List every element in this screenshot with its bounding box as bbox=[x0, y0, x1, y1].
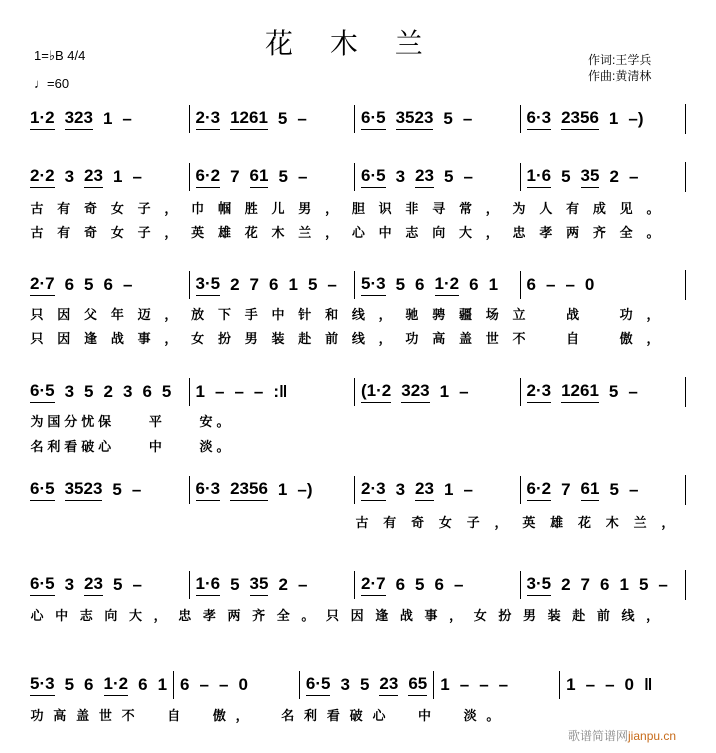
note-group: 6·2 bbox=[527, 479, 552, 501]
measure bbox=[30, 571, 189, 599]
note-group: 3523 bbox=[396, 108, 434, 130]
score-system bbox=[30, 475, 686, 505]
note-group: 6·5 bbox=[361, 108, 386, 130]
measure bbox=[189, 571, 355, 599]
measure bbox=[520, 571, 686, 599]
note-group: (1·2 bbox=[361, 381, 391, 403]
note-group: 323 bbox=[65, 108, 93, 130]
note-group: 5 bbox=[230, 575, 240, 594]
note-group: – bbox=[218, 675, 229, 694]
key-signature: 1=♭B 4/4 bbox=[34, 48, 86, 63]
note-group: 7 bbox=[249, 275, 260, 294]
note-group: 2 bbox=[561, 575, 571, 594]
note-group: ‖ bbox=[644, 675, 653, 694]
note-group: 2·3 bbox=[196, 108, 221, 130]
note-group: 1 bbox=[566, 675, 576, 694]
measure bbox=[189, 163, 355, 191]
note-group: 7 bbox=[230, 167, 240, 186]
note-group: – bbox=[297, 575, 308, 594]
lyric-line: 古 有 奇 女 子 ， 巾 帼 胜 儿 男 ， 胆 识 非 寻 常 ， 为 人 有 成 见 。 bbox=[30, 201, 660, 216]
note-group: 23 bbox=[379, 674, 398, 696]
note-group: 1 bbox=[440, 675, 450, 694]
note-group: 1 bbox=[112, 167, 123, 186]
note-group: 2·7 bbox=[30, 274, 55, 296]
measure bbox=[559, 671, 685, 699]
note-group: 5 bbox=[161, 382, 172, 401]
note-group: 1 bbox=[195, 382, 205, 401]
measure bbox=[520, 271, 686, 299]
note-group: 23 bbox=[84, 166, 103, 188]
note-group: – bbox=[463, 167, 473, 186]
note-group: 5 bbox=[609, 480, 619, 499]
note-group: – bbox=[658, 575, 668, 594]
note-group: 6·5 bbox=[306, 674, 331, 696]
note-group: –) bbox=[297, 480, 313, 499]
measure bbox=[354, 163, 520, 191]
note-group: 6 bbox=[180, 675, 190, 694]
note-group: 7 bbox=[561, 480, 571, 499]
note-group: – bbox=[122, 275, 133, 294]
note-group: 6 bbox=[64, 275, 75, 294]
note-group: 23 bbox=[415, 166, 434, 188]
note-group: 2 bbox=[609, 167, 619, 186]
watermark bbox=[568, 727, 676, 744]
lyric-line: 只 因 父 年 迈 ， 放 下 手 中 针 和 线 ， 驰 骋 疆 场 立 战 功 ， bbox=[30, 307, 660, 322]
note-group: – bbox=[132, 575, 142, 594]
note-group: –) bbox=[628, 109, 644, 128]
note-group: 1 bbox=[608, 109, 619, 128]
song-title: 花 木 兰 bbox=[265, 27, 437, 60]
note-group: – bbox=[628, 382, 638, 401]
note-group: 3 bbox=[395, 480, 406, 499]
measure bbox=[354, 571, 520, 599]
note-group: 1 bbox=[288, 275, 298, 294]
note-group: 5 bbox=[277, 109, 288, 128]
score-system bbox=[30, 104, 686, 134]
note-group: 6·3 bbox=[527, 108, 552, 130]
measure bbox=[520, 476, 686, 504]
note-group: 1261 bbox=[230, 108, 268, 130]
measure bbox=[189, 105, 355, 133]
score-system bbox=[30, 270, 686, 300]
note-group: 1 bbox=[443, 480, 454, 499]
note-group: 35 bbox=[250, 574, 269, 596]
note-group: 61 bbox=[250, 166, 269, 188]
note-group: 0 bbox=[584, 275, 595, 294]
note-group: 1·2 bbox=[435, 274, 460, 296]
note-group: 6 bbox=[469, 275, 479, 294]
note-group: 2 bbox=[230, 275, 240, 294]
composer: 作曲:黄清林 bbox=[588, 69, 652, 83]
note-group: – bbox=[479, 675, 489, 694]
measure bbox=[520, 378, 686, 406]
note-group: 1 bbox=[488, 275, 499, 294]
note-group: – bbox=[498, 675, 509, 694]
note-group: 6·2 bbox=[196, 166, 221, 188]
note-group: – bbox=[628, 167, 639, 186]
note-group: 6 bbox=[395, 575, 406, 594]
note-group: 1 bbox=[102, 109, 113, 128]
note-group: 5·3 bbox=[361, 274, 386, 296]
note-group: – bbox=[463, 480, 473, 499]
note-group: 35 bbox=[581, 166, 600, 188]
measure bbox=[520, 105, 686, 133]
note-group: 6·3 bbox=[196, 479, 221, 501]
measure bbox=[30, 105, 189, 133]
note-group: 6 bbox=[138, 675, 148, 694]
note-group: 2 bbox=[278, 575, 288, 594]
note-group: 6 bbox=[434, 575, 444, 594]
measure bbox=[354, 105, 520, 133]
measure bbox=[189, 271, 355, 299]
measure bbox=[30, 476, 189, 504]
note-group: 1261 bbox=[561, 381, 599, 403]
note-group: 7 bbox=[580, 575, 591, 594]
note-group: – bbox=[122, 109, 132, 128]
note-group: 5 bbox=[64, 675, 75, 694]
note-group: – bbox=[628, 480, 639, 499]
note-group: 2356 bbox=[230, 479, 268, 501]
note-group: 2·7 bbox=[361, 574, 386, 596]
note-group: 5 bbox=[278, 167, 288, 186]
note-group: 23 bbox=[84, 574, 103, 596]
score-system bbox=[30, 377, 686, 407]
note-group: 3 bbox=[64, 575, 75, 594]
note-group: – bbox=[462, 109, 473, 128]
note-group: 6 bbox=[415, 275, 425, 294]
measure bbox=[354, 476, 520, 504]
note-group: – bbox=[453, 575, 464, 594]
note-group: 2·3 bbox=[527, 381, 552, 403]
note-group: 5 bbox=[307, 275, 318, 294]
score-system bbox=[30, 570, 686, 600]
note-group: 23 bbox=[415, 479, 434, 501]
note-group: 1 bbox=[619, 575, 629, 594]
note-group: – bbox=[234, 382, 244, 401]
note-group: 3523 bbox=[65, 479, 103, 501]
note-group: 1·2 bbox=[30, 108, 55, 130]
note-group: 5 bbox=[84, 275, 94, 294]
note-group: 3 bbox=[64, 382, 75, 401]
note-group: 1·2 bbox=[104, 674, 129, 696]
note-group: 5 bbox=[112, 480, 122, 499]
note-group: 61 bbox=[581, 479, 600, 501]
note-group: 5 bbox=[443, 109, 453, 128]
note-group: 1·6 bbox=[196, 574, 221, 596]
note-group: 5·3 bbox=[30, 674, 55, 696]
lyric-line: 功 高 盖 世 不 自 傲 ， 名 利 看 破 心 中 淡 。 bbox=[30, 708, 500, 723]
lyricist: 作词:王学兵 bbox=[588, 53, 652, 67]
note-group: 6 bbox=[600, 575, 610, 594]
note-group: 1 bbox=[157, 675, 168, 694]
measure bbox=[189, 476, 355, 504]
note-group: 3·5 bbox=[527, 574, 552, 596]
note-group: – bbox=[253, 382, 264, 401]
note-group: 5 bbox=[415, 575, 425, 594]
note-group: – bbox=[605, 675, 615, 694]
note-group: 3 bbox=[64, 167, 75, 186]
measure bbox=[299, 671, 433, 699]
note-group: – bbox=[327, 275, 337, 294]
note-group: 6 bbox=[142, 382, 152, 401]
watermark-cn: 歌谱简谱网 bbox=[568, 729, 629, 743]
measure bbox=[354, 271, 520, 299]
note-group: 6 bbox=[526, 275, 536, 294]
note-group: 5 bbox=[608, 382, 619, 401]
note-group: 2 bbox=[103, 382, 113, 401]
measure bbox=[30, 271, 189, 299]
measure bbox=[30, 378, 189, 406]
measure bbox=[30, 163, 189, 191]
note-group: – bbox=[585, 675, 596, 694]
note-group: 6 bbox=[103, 275, 113, 294]
watermark-url: jianpu.cn bbox=[628, 729, 677, 743]
note-group: 6 bbox=[269, 275, 279, 294]
note-group: 5 bbox=[638, 575, 649, 594]
note-group: 1 bbox=[439, 382, 450, 401]
note-group: 5 bbox=[561, 167, 571, 186]
note-group: – bbox=[545, 275, 556, 294]
note-group: 65 bbox=[408, 674, 427, 696]
note-group: 2·3 bbox=[361, 479, 386, 501]
measure bbox=[354, 378, 520, 406]
measure bbox=[189, 378, 355, 406]
note-group: – bbox=[199, 675, 209, 694]
note-group: :‖ bbox=[273, 382, 288, 401]
credits bbox=[588, 52, 651, 84]
note-group: 0 bbox=[238, 675, 248, 694]
note-group: 323 bbox=[401, 381, 429, 403]
measure bbox=[520, 163, 686, 191]
note-group: 1·6 bbox=[527, 166, 552, 188]
note-group: – bbox=[459, 382, 469, 401]
note-group: – bbox=[297, 167, 308, 186]
note-group: 6·5 bbox=[30, 574, 55, 596]
note-group: 5 bbox=[359, 675, 370, 694]
measure bbox=[30, 671, 173, 699]
note-group: – bbox=[297, 109, 307, 128]
note-group: 6·5 bbox=[361, 166, 386, 188]
note-group: 6 bbox=[84, 675, 94, 694]
score-system bbox=[30, 670, 685, 700]
note-group: – bbox=[565, 275, 575, 294]
note-group: 3 bbox=[340, 675, 350, 694]
lyric-line: 古 有 奇 女 子 ， 英 雄 花 木 兰 ， 心 中 志 向 大 ， 忠 孝 两 齐 全 。 bbox=[30, 225, 660, 240]
note-group: 3·5 bbox=[196, 274, 221, 296]
note-group: – bbox=[214, 382, 225, 401]
note-group: 6·5 bbox=[30, 381, 55, 403]
measure bbox=[173, 671, 299, 699]
note-group: 0 bbox=[624, 675, 635, 694]
note-group: 6·5 bbox=[30, 479, 55, 501]
note-group: 5 bbox=[395, 275, 406, 294]
note-group: 3 bbox=[122, 382, 133, 401]
note-group: – bbox=[459, 675, 470, 694]
lyric-line: 心 中 志 向 大 ， 忠 孝 两 齐 全 。 只 因 逢 战 事 ， 女 扮 男 装 赴 前 线 ， bbox=[30, 608, 660, 623]
note-group: – bbox=[131, 480, 142, 499]
score-system bbox=[30, 162, 686, 192]
note-group: – bbox=[132, 167, 142, 186]
lyric-line: 为 国 分 忧 保 平 安 。 bbox=[30, 414, 230, 429]
lyric-line: 只 因 逢 战 事 ， 女 扮 男 装 赴 前 线 ， 功 高 盖 世 不 自 傲 ， bbox=[30, 331, 660, 346]
lyric-line: 古 有 奇 女 子 ， 英 雄 花 木 兰 ， bbox=[355, 515, 675, 530]
note-group: 5 bbox=[84, 382, 94, 401]
note-group: 2·2 bbox=[30, 166, 55, 188]
tempo-marking: ♩=60 bbox=[34, 76, 70, 91]
note-group: 5 bbox=[112, 575, 123, 594]
note-group: 3 bbox=[395, 167, 406, 186]
measure bbox=[433, 671, 559, 699]
note-group: 2356 bbox=[561, 108, 599, 130]
lyric-line: 名 利 看 破 心 中 淡 。 bbox=[30, 439, 230, 454]
note-group: 1 bbox=[277, 480, 288, 499]
note-group: 5 bbox=[443, 167, 454, 186]
